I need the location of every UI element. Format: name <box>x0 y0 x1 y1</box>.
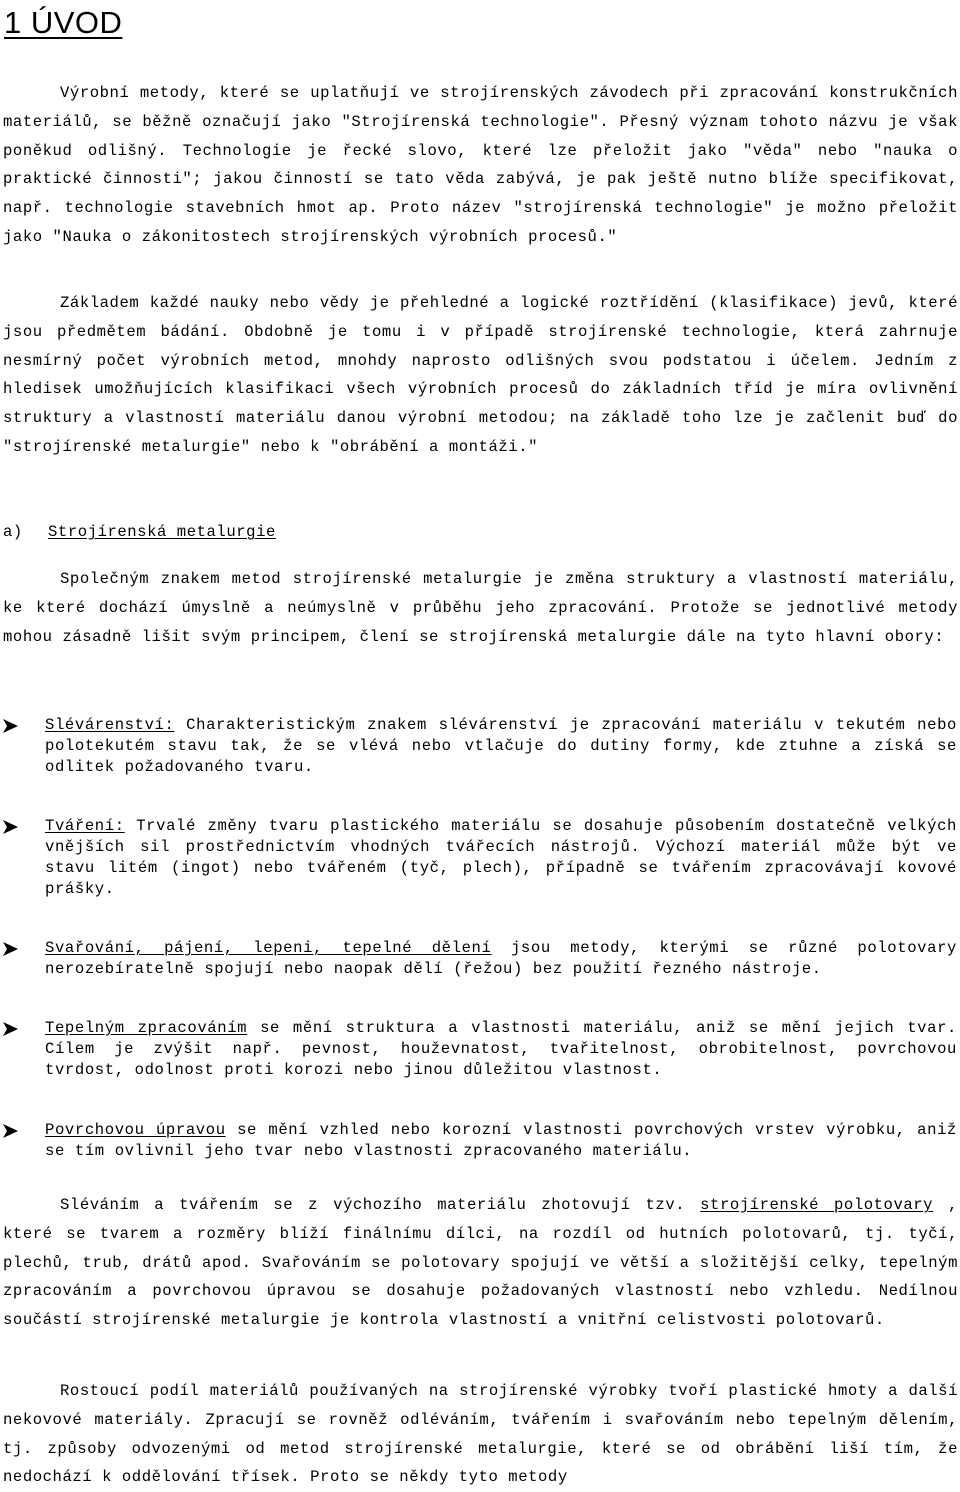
bullet-text: se mění struktura a vlastnosti materiálu, aniž se mění jejich tvar. Cílem je zvýšit např. pevnost, houževnatost, tvařitelnost, obrobitelnost, povrchovou tvrdost, odolnost proti korozi nebo jinou důležitou vlastnost. <box>45 1019 957 1079</box>
bullet-term: Tváření: <box>45 817 125 835</box>
list-item-forming <box>45 816 957 900</box>
paragraph-intro: Výrobní metody, které se uplatňují ve strojírenských závodech při zpracování konstrukčních materiálů, se běžně označují jako "Strojírenská technologie". Přesný význam tohoto názvu je však poněkud odlišný. Technologie je řecké slovo, které lze přeložit jako "věda" nebo "nauka o praktické činnosti"; jakou činností se tato věda zabývá, je pak ještě nutno blíže specifikovat, např. technologie stavebních hmot ap. Proto název "strojírenská technologie" je možno přeložit jako "Nauka o zákonitostech strojírenských výrobních procesů." <box>3 84 958 246</box>
subsection-letter: a) <box>3 523 23 541</box>
arrowhead-bullet-icon <box>2 1123 19 1139</box>
list-item-heat-treatment <box>45 1018 957 1081</box>
subsection-title: Strojírenská metalurgie <box>48 523 276 541</box>
paragraph-plastics: Rostoucí podíl materiálů používaných na strojírenské výrobky tvoří plastické hmoty a další nekovové materiály. Zpracují se rovněž odléváním, tvářením i svařováním nebo tepelným dělením, tj. způsoby odvozenými od metod strojírenské metalurgie, které se od obrábění liší tím, že nedochází k oddělování třísek. Proto se někdy tyto metody <box>3 1382 958 1487</box>
page-title: 1 ÚVOD <box>4 5 123 40</box>
term-semi-products: strojírenské polotovary <box>700 1196 934 1214</box>
arrowhead-bullet-icon <box>2 941 19 957</box>
bullet-text: se mění vzhled nebo korozní vlastnosti povrchových vrstev výrobku, aniž se tím ovlivnil jeho tvar nebo vlastnosti zpracovaného materiálu. <box>45 1121 957 1160</box>
bullet-text: jsou metody, kterými se různé polotovary nerozebíratelně spojují nebo naopak dělí (řežou) bez použití řezného nástroje. <box>45 939 957 978</box>
list-item-casting <box>45 715 957 778</box>
bullet-term: Tepelným zpracováním <box>45 1019 248 1037</box>
arrowhead-bullet-icon <box>2 1021 19 1037</box>
bullet-text: Charakteristickým znakem slévárenství je zpracování materiálu v tekutém nebo polotekutém stavu tak, že se vlévá nebo vtlačuje do dutiny formy, kde ztuhne a získá se odlitek požadovaného tvaru. <box>45 716 957 776</box>
paragraph-text: , které se tvarem a rozměry blíží finálnímu dílci, na rozdíl od hutních polotovarů, tj. tyčí, plechů, trub, drátů apod. Svařováním se polotovary spojují ve větší a složitější celky, tepelným zpracováním a povrchovou úpravou se dosahuje požadovaných vlastností nebo vzhledu. Nedílnou součástí strojírenské metalurgie je kontrola vlastností a vnitřní celistvosti polotovarů. <box>3 1196 958 1330</box>
bullet-term: Povrchovou úpravou <box>45 1121 226 1139</box>
arrowhead-bullet-icon <box>2 819 19 835</box>
list-item-surface-treatment <box>45 1120 957 1162</box>
paragraph-classification: Základem každé nauky nebo vědy je přehledné a logické roztřídění (klasifikace) jevů, které jsou předmětem bádání. Obdobně je tomu i v případě strojírenské technologie, která zahrnuje nesmírný počet výrobních metod, mnohdy naprosto odlišných svou podstatou i účelem. Jedním z hledisek umožňujících klasifikaci všech výrobních procesů do základních tříd je míra ovlivnění struktury a vlastností materiálu danou výrobní metodou; na základě toho lze je začlenit buď do "strojírenské metalurgie" nebo k "obrábění a montáži." <box>3 294 958 456</box>
bullet-text: Trvalé změny tvaru plastického materiálu se dosahuje působením dostatečně velkých vnějších sil prostřednictvím vhodných tvářecích nástrojů. Výchozí materiál může být ve stavu litém (ingot) nebo tvářeném (tyč, plech), případně se tvářením zpracovávají kovové prášky. <box>45 817 957 898</box>
bullet-term: Svařování, pájení, lepeni, tepelné dělení <box>45 939 492 957</box>
paragraph-text: Sléváním a tvářením se z výchozího materiálu zhotovují tzv. <box>60 1196 701 1214</box>
bullet-term: Slévárenství: <box>45 716 175 734</box>
arrowhead-bullet-icon <box>2 718 19 734</box>
list-item-welding <box>45 938 957 980</box>
paragraph-metallurgy: Společným znakem metod strojírenské metalurgie je změna struktury a vlastností materiálu, ke které dochází úmyslně a neúmyslně v průběhu jeho zpracování. Protože se jednotlivé metody mohou zásadně lišit svým principem, člení se strojírenská metalurgie dále na tyto hlavní obory: <box>3 570 958 646</box>
subsection-heading <box>3 518 276 546</box>
paragraph-semi-products <box>3 1191 958 1335</box>
